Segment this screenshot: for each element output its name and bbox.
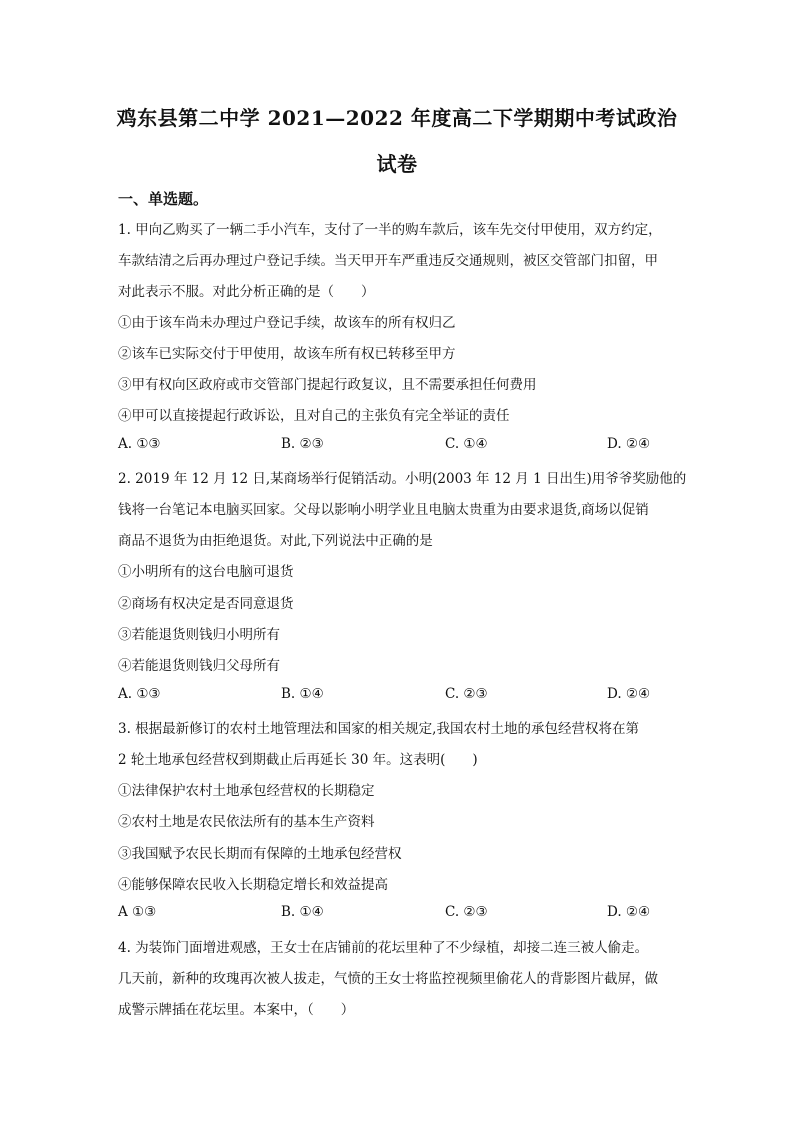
statement-item: ②该车已实际交付于甲使用，故该车所有权已转移至甲方 [118,346,456,362]
answer-options [118,904,678,924]
option-a: A. ①③ [118,686,161,702]
option-c: C. ①④ [445,436,488,452]
statement-item: ④甲可以直接提起行政诉讼，且对自己的主张负有完全举证的责任 [118,408,510,424]
statement-item: ①法律保护农村土地承包经营权的长期稳定 [118,783,375,799]
question-text-line: 车款结清之后再办理过户登记手续。当天甲开车严重违反交通规则，被区交管部门扣留，甲 [118,253,658,269]
option-a: A. ①③ [118,436,161,452]
option-d: D. ②④ [607,904,651,920]
document-title-line-1: 鸡东县第二中学 2021—2022 年度高二下学期期中考试政治 [116,106,678,130]
answer-options [118,436,678,456]
question-text-line: 对此表示不服。对此分析正确的是（ ） [118,284,375,300]
statement-item: ②农村土地是农民依法所有的基本生产资料 [118,814,375,830]
question-text-line: 商品不退货为由拒绝退货。对此,下列说法中正确的是 [118,533,433,549]
statement-item: ③我国赋予农民长期而有保障的土地承包经营权 [118,846,402,862]
option-d: D. ②④ [607,436,651,452]
section-heading: 一、单选题。 [118,190,209,208]
question-text-line: 3. 根据最新修订的农村土地管理法和国家的相关规定,我国农村土地的承包经营权将在第 [118,721,639,737]
option-b: B. ①④ [281,686,324,702]
option-b: B. ②③ [281,436,324,452]
question-text-line: 4. 为装饰门面增进观感，王女士在店铺前的花坛里种了不少绿植，却接二连三被人偷走。 [118,940,649,956]
option-b: B. ①④ [281,904,324,920]
question-text-line: 成警示牌插在花坛里。本案中，（ ） [118,1002,355,1018]
statement-item: ①小明所有的这台电脑可退货 [118,564,294,580]
question-text-line: 2 轮土地承包经营权到期截止后再延长 30 年。这表明( ) [118,752,478,768]
statement-item: ③若能退货则钱归小明所有 [118,627,280,643]
answer-options [118,686,678,706]
statement-item: ③甲有权向区政府或市交管部门提起行政复议，且不需要承担任何费用 [118,377,537,393]
option-d: D. ②④ [607,686,651,702]
statement-item: ④能够保障农民收入长期稳定增长和效益提高 [118,877,388,893]
question-text-line: 钱将一台笔记本电脑买回家。父母以影响小明学业且电脑太贵重为由要求退货,商场以促销 [118,502,649,518]
question-text-line: 2. 2019 年 12 月 12 日,某商场举行促销活动。小明(2003 年 12 月 1 日出生)用爷爷奖励他的 [118,471,687,487]
document-title-line-2: 试卷 [376,152,418,176]
statement-item: ②商场有权决定是否同意退货 [118,596,294,612]
statement-item: ①由于该车尚未办理过户登记手续，故该车的所有权归乙 [118,315,456,331]
question-text-line: 几天前，新种的玫瑰再次被人拔走，气愤的王女士将监控视频里偷花人的背影图片截屏，做 [118,971,658,987]
option-a: A ①③ [118,904,157,920]
question-text-line: 1. 甲向乙购买了一辆二手小汽车，支付了一半的购车款后，该车先交付甲使用，双方约定， [118,222,662,238]
option-c: C. ②③ [445,904,488,920]
statement-item: ④若能退货则钱归父母所有 [118,658,280,674]
option-c: C. ②③ [445,686,488,702]
